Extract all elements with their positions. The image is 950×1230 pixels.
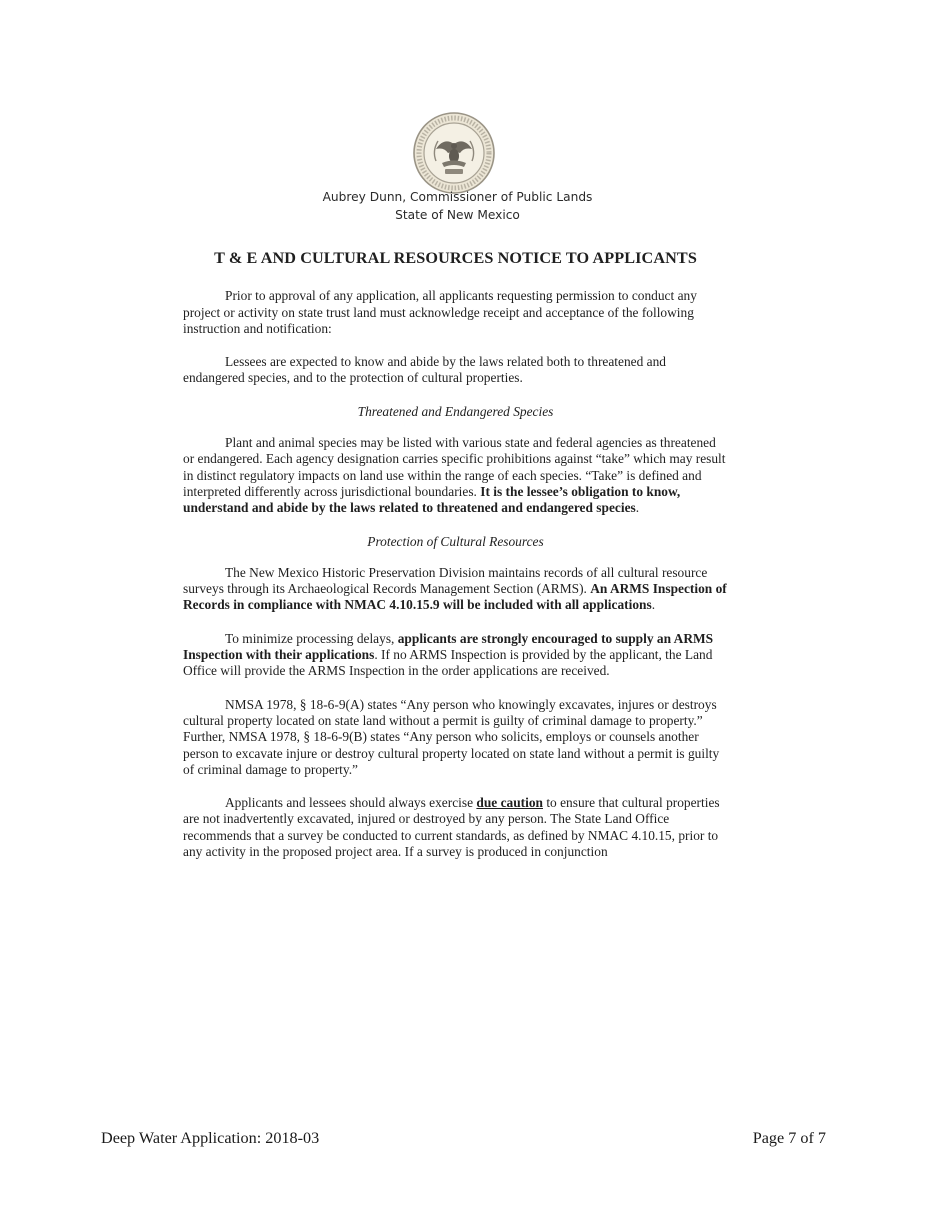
arms-text: The New Mexico Historic Preservation Division maintains records of all cultural resource surveys through its Archaeological Records Management Section (ARMS).: [183, 564, 708, 597]
species-text: Plant and animal species may be listed with various state and federal agencies as threatened or endangered. Each agency designation carries specific prohibitions against “take” which may result in distinct regulatory impacts on land use within the range of each species. “Take” is defined and interpreted differently across jurisdictional boundaries.: [183, 435, 726, 499]
heading-threatened-endangered: Threatened and Endangered Species: [357, 403, 554, 419]
arms-text-end: .: [651, 597, 656, 613]
delays-text: To minimize processing delays,: [225, 630, 398, 646]
commissioner-line: Aubrey Dunn, Commissioner of Public Lands: [322, 190, 593, 204]
notice-title: T & E AND CULTURAL RESOURCES NOTICE TO APPLICANTS: [214, 249, 697, 267]
arms-inspection-bold: An ARMS Inspection of Records in compliance with NMAC 4.10.15.9 will be included with all applications: [183, 581, 727, 613]
due-caution-emphasis: due caution: [476, 795, 543, 811]
state-line: State of New Mexico: [395, 208, 520, 222]
caution-text-end: to ensure that cultural properties are not inadvertently excavated, injured or destroyed by any person. The State Land Office recommends that a survey be conducted to current standards, as defined by NMAC 4.10.15, prior to any activity in the proposed project area. If a survey is produced in conjunction: [183, 795, 720, 860]
footer-application-id: Deep Water Application: 2018-03: [101, 1129, 320, 1147]
delays-encouraged-bold: applicants are strongly encouraged to supply an ARMS Inspection with their applications: [183, 630, 714, 663]
caution-text: Applicants and lessees should always exercise: [225, 795, 477, 811]
paragraph-due-caution: [183, 795, 728, 860]
species-text-end: .: [635, 500, 640, 516]
species-obligation-bold: It is the lessee’s obligation to know, understand and abide by the laws related to threatened and endangered species: [183, 483, 681, 516]
paragraph-nmsa-statute: NMSA 1978, § 18-6-9(A) states “Any person who knowingly excavates, injures or destroys cultural property located on state land without a permit is guilty of criminal damage to property.” Further, NMSA 1978, § 18-6-9(B) states “Any person who solicits, employs or counsels another person to excavate injure or destroy cultural property located on state land without a permit is guilty of criminal damage to property.”: [183, 696, 720, 777]
paragraph-arms-records: [183, 565, 728, 614]
notice-body: [183, 250, 728, 877]
state-seal-icon: [412, 111, 496, 195]
paragraph-lessee-expectations: Lessees are expected to know and abide by the laws related both to threatened and endangered species, and to the protection of cultural properties.: [183, 354, 666, 386]
heading-cultural-resources: Protection of Cultural Resources: [367, 533, 544, 549]
paragraph-processing-delays: [183, 631, 728, 680]
paragraph-species-listing: [183, 435, 728, 516]
delays-text-end: . If no ARMS Inspection is provided by the applicant, the Land Office will provide the ARMS Inspection in the order applications are received.: [183, 647, 713, 679]
footer-page-number: Page 7 of 7: [752, 1129, 826, 1147]
paragraph-acknowledgement: Prior to approval of any application, all applicants requesting permission to conduct any project or activity on state trust land must acknowledge receipt and acceptance of the following instruction and notification:: [183, 288, 697, 336]
